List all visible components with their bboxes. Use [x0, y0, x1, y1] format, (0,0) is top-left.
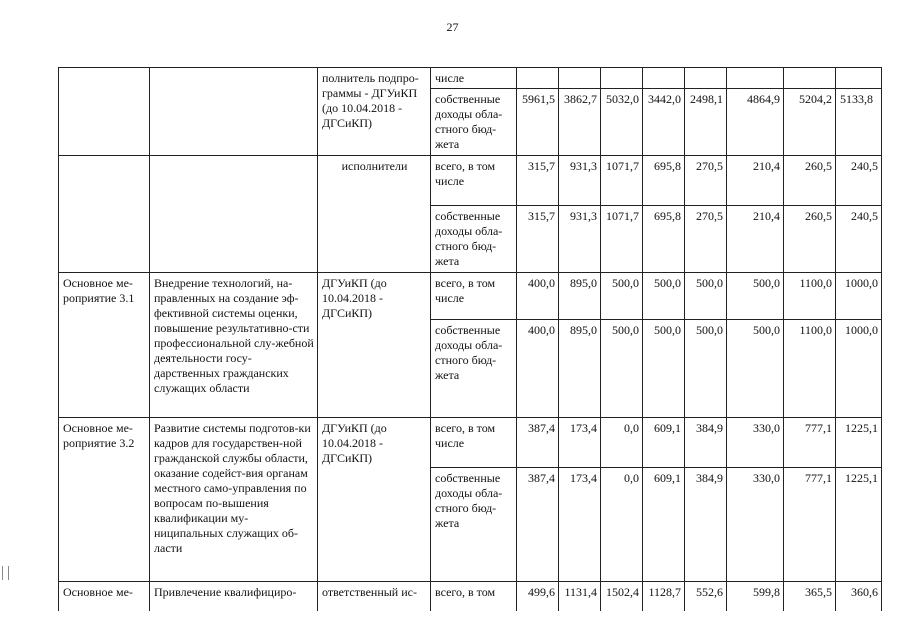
value-cell: 240,5	[836, 206, 882, 273]
value-cell: 1131,4	[559, 582, 601, 612]
value-cell: 500,0	[601, 320, 643, 418]
value-cell: 500,0	[685, 320, 727, 418]
measure-cell: Основное ме-	[59, 582, 150, 612]
value-cell	[836, 68, 882, 89]
description-cell	[150, 156, 318, 273]
value-cell: 1100,0	[784, 273, 836, 320]
funding-source-cell: собственные доходы обла-стного бюд-жета	[431, 206, 517, 273]
value-cell: 1100,0	[784, 320, 836, 418]
value-cell: 2498,1	[685, 89, 727, 156]
executor-cell: ДГУиКП (до 10.04.2018 - ДГСиКП)	[318, 273, 431, 418]
value-cell: 360,6	[836, 582, 882, 612]
table-row	[59, 156, 882, 206]
executor-cell: исполнители	[318, 156, 431, 273]
value-cell	[601, 68, 643, 89]
value-cell: 500,0	[727, 273, 784, 320]
value-cell: 270,5	[685, 206, 727, 273]
description-cell: Внедрение технологий, на-правленных на создание эф-фективной системы оценки, повышение результативно-сти профессиональной слу-жебной деятельности госу-дарственных гражданских служащих области	[150, 273, 318, 418]
value-cell: 1000,0	[836, 320, 882, 418]
funding-source-cell: собственные доходы обла-стного бюд-жета	[431, 468, 517, 582]
value-cell: 173,4	[559, 418, 601, 468]
value-cell	[559, 68, 601, 89]
value-cell: 315,7	[517, 206, 559, 273]
funding-source-cell: всего, в том числе	[431, 273, 517, 320]
description-cell	[150, 68, 318, 156]
table-row	[59, 582, 882, 612]
value-cell: 695,8	[643, 206, 685, 273]
value-cell	[517, 68, 559, 89]
value-cell: 330,0	[727, 468, 784, 582]
executor-cell: ответственный ис-	[318, 582, 431, 612]
value-cell: 695,8	[643, 156, 685, 206]
value-cell: 931,3	[559, 156, 601, 206]
value-cell: 500,0	[643, 273, 685, 320]
value-cell: 1225,1	[836, 418, 882, 468]
value-cell: 0,0	[601, 418, 643, 468]
value-cell: 387,4	[517, 418, 559, 468]
description-cell: Привлечение квалифициро-	[150, 582, 318, 612]
value-cell	[727, 68, 784, 89]
value-cell: 365,5	[784, 582, 836, 612]
value-cell: 1128,7	[643, 582, 685, 612]
value-cell: 3442,0	[643, 89, 685, 156]
measure-cell	[59, 68, 150, 156]
binding-mark	[2, 566, 9, 580]
value-cell: 1502,4	[601, 582, 643, 612]
description-cell: Развитие системы подготов-ки кадров для государствен-ной гражданской службы области, оказание содейст-вия органам местного само-управления по вопросам по-вышения квалификации му-ниципальных служащих об-ласти	[150, 418, 318, 582]
value-cell: 609,1	[643, 468, 685, 582]
value-cell: 1071,7	[601, 206, 643, 273]
funding-source-cell: всего, в том числе	[431, 418, 517, 468]
value-cell: 384,9	[685, 418, 727, 468]
value-cell: 5204,2	[784, 89, 836, 156]
page-number: 27	[446, 20, 459, 34]
value-cell	[784, 68, 836, 89]
value-cell: 5133,8	[836, 89, 882, 156]
funding-source-cell: собственные доходы обла-стного бюд-жета	[431, 89, 517, 156]
budget-table	[58, 67, 882, 611]
value-cell: 5032,0	[601, 89, 643, 156]
executor-cell: ДГУиКП (до 10.04.2018 - ДГСиКП)	[318, 418, 431, 582]
value-cell: 270,5	[685, 156, 727, 206]
value-cell: 500,0	[643, 320, 685, 418]
funding-source-cell: всего, в том	[431, 582, 517, 612]
funding-source-cell: собственные доходы обла-стного бюд-жета	[431, 320, 517, 418]
funding-source-cell: числе	[431, 68, 517, 89]
value-cell: 552,6	[685, 582, 727, 612]
value-cell: 315,7	[517, 156, 559, 206]
value-cell: 931,3	[559, 206, 601, 273]
value-cell: 387,4	[517, 468, 559, 582]
value-cell: 777,1	[784, 468, 836, 582]
value-cell: 210,4	[727, 156, 784, 206]
value-cell: 1071,7	[601, 156, 643, 206]
measure-cell: Основное ме-роприятие 3.1	[59, 273, 150, 418]
table-row	[59, 418, 882, 468]
value-cell	[643, 68, 685, 89]
value-cell: 1225,1	[836, 468, 882, 582]
value-cell	[685, 68, 727, 89]
value-cell: 400,0	[517, 320, 559, 418]
measure-cell	[59, 156, 150, 273]
measure-cell: Основное ме-роприятие 3.2	[59, 418, 150, 582]
value-cell: 240,5	[836, 156, 882, 206]
value-cell: 384,9	[685, 468, 727, 582]
value-cell: 599,8	[727, 582, 784, 612]
executor-cell: полнитель подпро-граммы - ДГУиКП (до 10.04.2018 - ДГСиКП)	[318, 68, 431, 156]
table-row	[59, 273, 882, 320]
value-cell: 210,4	[727, 206, 784, 273]
value-cell: 895,0	[559, 320, 601, 418]
table-row	[59, 68, 882, 89]
value-cell: 500,0	[601, 273, 643, 320]
value-cell: 3862,7	[559, 89, 601, 156]
value-cell: 0,0	[601, 468, 643, 582]
value-cell: 330,0	[727, 418, 784, 468]
funding-source-cell: всего, в том числе	[431, 156, 517, 206]
value-cell: 400,0	[517, 273, 559, 320]
value-cell: 499,6	[517, 582, 559, 612]
value-cell: 777,1	[784, 418, 836, 468]
value-cell: 173,4	[559, 468, 601, 582]
value-cell: 5961,5	[517, 89, 559, 156]
value-cell: 609,1	[643, 418, 685, 468]
value-cell: 260,5	[784, 156, 836, 206]
value-cell: 500,0	[727, 320, 784, 418]
value-cell: 895,0	[559, 273, 601, 320]
value-cell: 500,0	[685, 273, 727, 320]
value-cell: 1000,0	[836, 273, 882, 320]
value-cell: 4864,9	[727, 89, 784, 156]
value-cell: 260,5	[784, 206, 836, 273]
